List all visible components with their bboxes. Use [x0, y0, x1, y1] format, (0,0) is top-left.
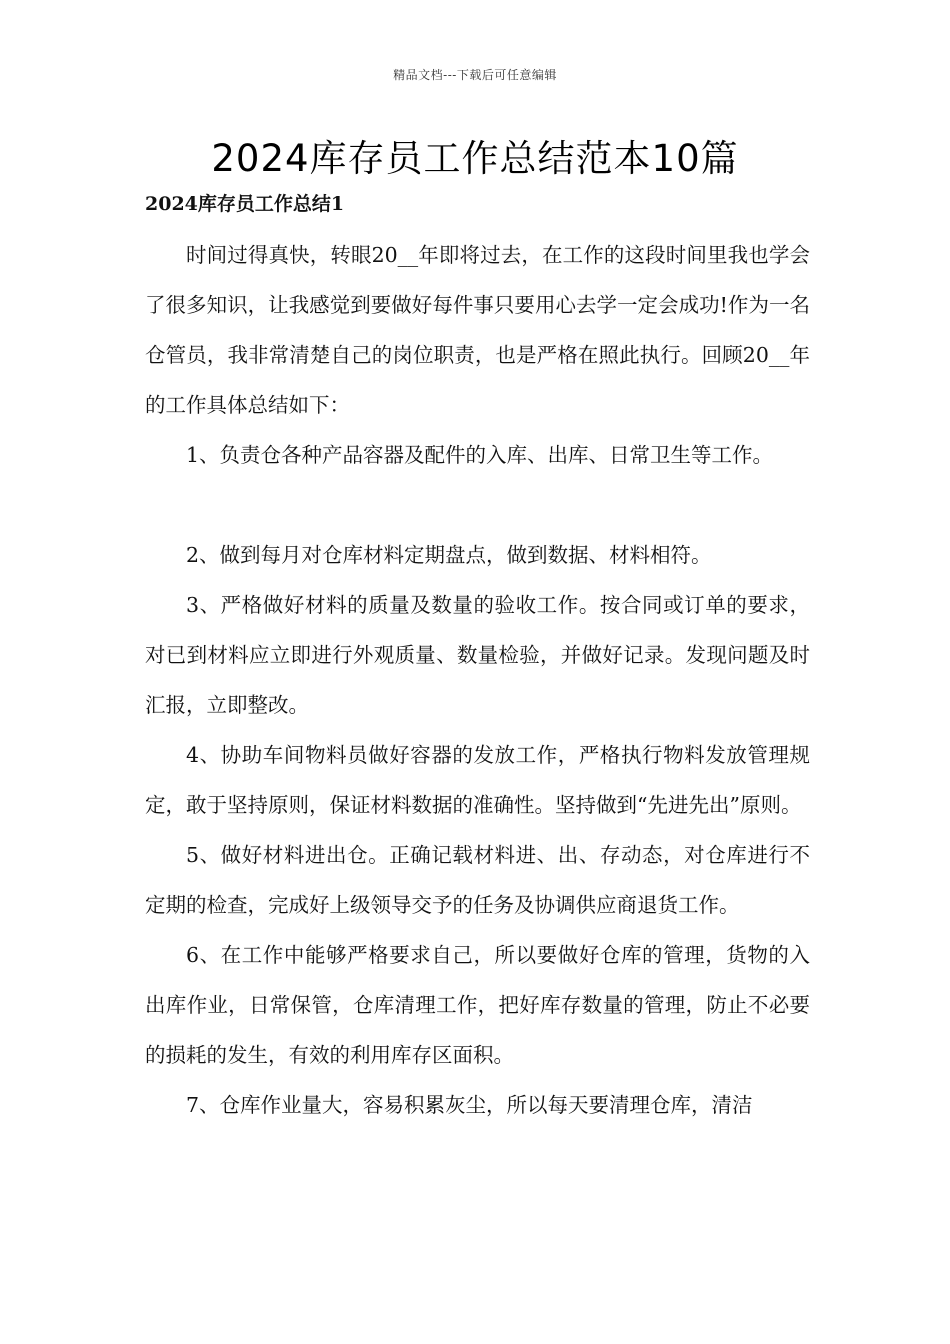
list-item-4: 4、协助车间物料员做好容器的发放工作，严格执行物料发放管理规定，敢于坚持原则，保证材料数据的准确性。坚持做到“先进先出”原则。 [145, 743, 810, 817]
document-title: 2024库存员工作总结范本10篇 [211, 137, 739, 180]
document-body [145, 230, 810, 1130]
list-item-1: 1、负责仓各种产品容器及配件的入库、出库、日常卫生等工作。 [186, 443, 774, 467]
page-header: 精品文档---下载后可任意编辑 [393, 68, 557, 82]
intro-paragraph: 时间过得真快，转眼20__年即将过去，在工作的这段时间里我也学会了很多知识，让我感觉到要做好每件事只要用心去学一定会成功!作为一名仓管员，我非常清楚自己的岗位职责，也是严格在照此执行。回顾20__年的工作具体总结如下： [145, 243, 810, 417]
list-item-3: 3、严格做好材料的质量及数量的验收工作。按合同或订单的要求，对已到材料应立即进行外观质量、数量检验，并做好记录。发现问题及时汇报，立即整改。 [145, 593, 810, 717]
list-item-5: 5、做好材料进出仓。正确记载材料进、出、存动态，对仓库进行不定期的检查，完成好上级领导交予的任务及协调供应商退货工作。 [145, 843, 810, 917]
list-item-6: 6、在工作中能够严格要求自己，所以要做好仓库的管理，货物的入出库作业，日常保管，仓库清理工作，把好库存数量的管理，防止不必要的损耗的发生，有效的利用库存区面积。 [145, 943, 810, 1067]
list-item-2: 2、做到每月对仓库材料定期盘点，做到数据、材料相符。 [186, 543, 712, 567]
list-item-7: 7、仓库作业量大，容易积累灰尘，所以每天要清理仓库，清洁 [186, 1093, 753, 1117]
section-heading: 2024库存员工作总结1 [145, 193, 345, 215]
